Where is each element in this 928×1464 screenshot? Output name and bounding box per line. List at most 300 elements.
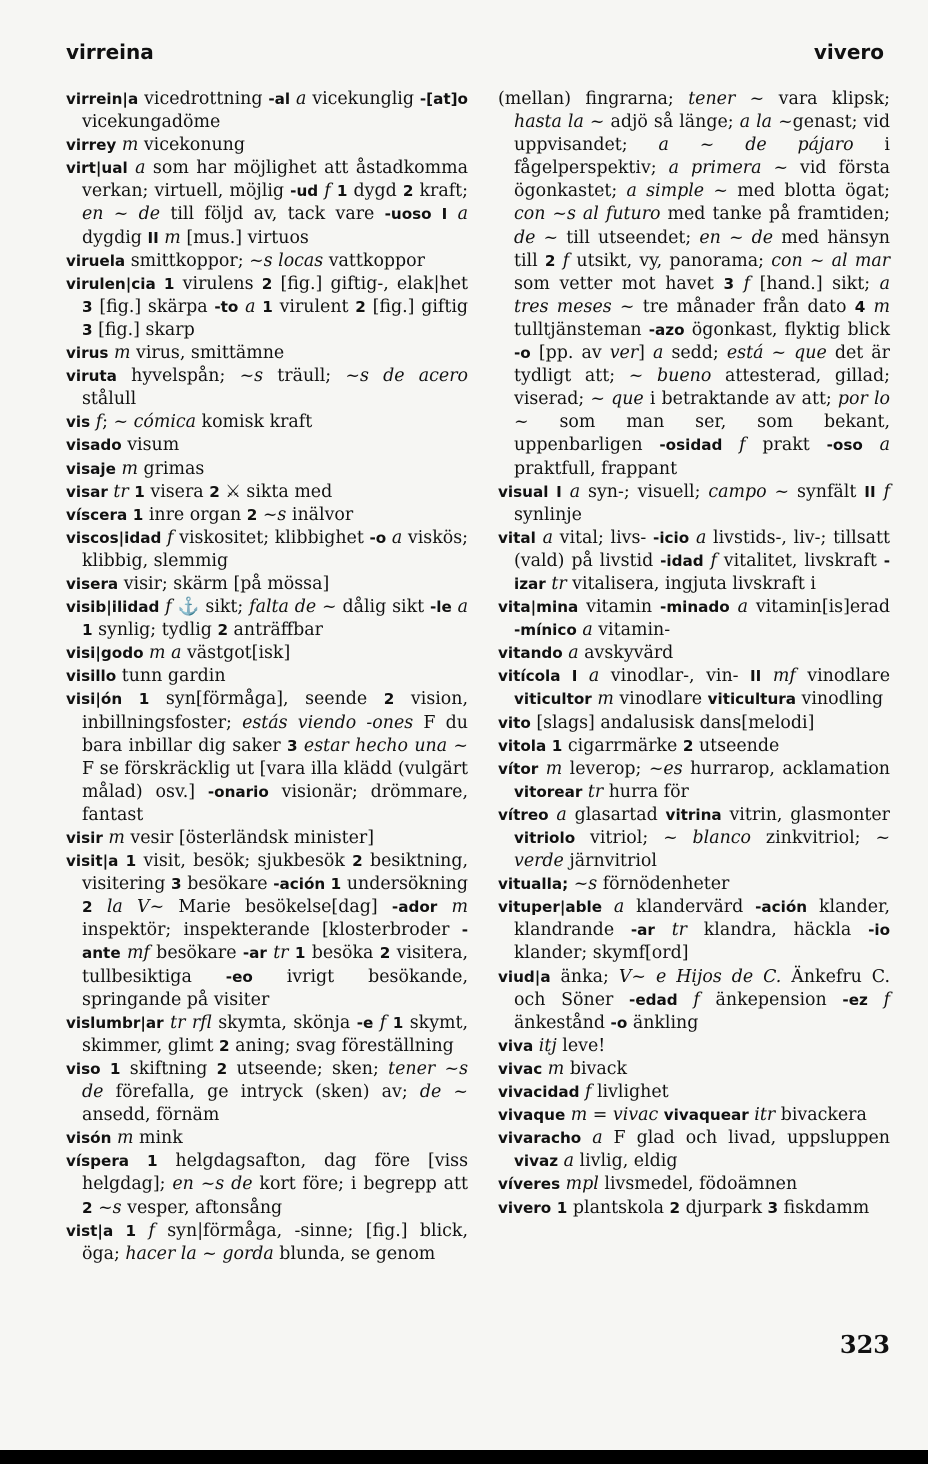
entry-text: vicekunglig: [306, 89, 420, 109]
entry-text: vital; livs-: [552, 527, 654, 548]
entry-text: vitamin[is]erad: [747, 597, 890, 618]
entry-headword: -izar: [514, 551, 891, 593]
entry-italic: m: [570, 1105, 588, 1126]
dictionary-entry: [66, 458, 468, 481]
dictionary-entry: [66, 573, 468, 596]
entry-text: [118, 851, 125, 871]
entry-text: vattkoppor: [323, 250, 425, 271]
entry-italic: tr: [587, 781, 604, 802]
entry-text: livlighet: [591, 1082, 669, 1103]
dictionary-entry: [498, 896, 890, 965]
entry-italic: a: [391, 527, 403, 548]
entry-text: mink: [133, 1128, 183, 1149]
entry-italic: f: [167, 527, 174, 548]
dictionary-entry: [498, 665, 890, 711]
entry-italic: a: [457, 597, 469, 618]
dictionary-entry: [498, 596, 890, 642]
entry-italic: m: [873, 296, 890, 317]
entry-text: vesir [österländsk minister]: [124, 828, 374, 848]
dictionary-entry: [498, 1058, 890, 1081]
entry-headword: 2: [402, 182, 414, 201]
entry-italic: a: [245, 296, 256, 317]
entry-text: Marie besökelse[dag]: [164, 897, 392, 918]
entry-headword: -onario: [207, 782, 269, 801]
entry-headword: 1: [125, 852, 137, 871]
entry-italic: a: [563, 1151, 575, 1172]
entry-text: med tanke på framtiden;: [660, 204, 891, 225]
entry-text: dygdig: [82, 227, 148, 248]
entry-headword: -idad: [660, 551, 704, 570]
entry-headword: vivaracho: [498, 1129, 582, 1148]
entry-text: änkling: [627, 1012, 699, 1033]
entry-text: F se förskräcklig ut [vara illa klädd (vulgärt målad) osv.]: [82, 758, 468, 802]
entry-text: inspektör; inspekterande [klosterbroder: [82, 920, 462, 941]
entry-text: smittkoppor;: [125, 250, 250, 271]
entry-text: [fig.] skarp: [92, 319, 195, 340]
entry-headword: -osidad: [659, 436, 723, 455]
entry-text: [562, 482, 570, 502]
entry-headword: vivaz: [514, 1152, 559, 1171]
entry-text: [730, 597, 738, 617]
entry-italic: campo ~: [708, 481, 790, 502]
dictionary-entry: [66, 850, 468, 1012]
dictionary-entry: [498, 481, 890, 527]
entry-text: [602, 897, 614, 917]
entry-italic: a la ~: [739, 112, 793, 133]
entry-text: i fågelperspektiv;: [514, 135, 890, 179]
entry-headword: vivaque: [498, 1106, 566, 1125]
dictionary-entry: [498, 758, 890, 804]
entry-italic: f: [585, 1082, 592, 1103]
entry-text: vesper, aftonsång: [121, 1197, 283, 1218]
entry-text: stålull: [82, 389, 137, 410]
entry-italic: a: [542, 527, 553, 548]
entry-headword: -o: [369, 528, 387, 547]
entry-text: [hand.] sikt;: [750, 273, 880, 294]
entry-headword: 2: [352, 852, 363, 871]
entry-text: [868, 990, 884, 1010]
entry-text: djurpark: [680, 1197, 768, 1218]
entry-text: skiftning: [120, 1058, 217, 1079]
entry-text: västgot[isk]: [181, 643, 291, 664]
entry-text: grimas: [137, 458, 205, 479]
entry-headword: -le: [429, 598, 452, 617]
entry-headword: -io: [868, 921, 891, 940]
entry-text: livstids-, liv-; tillsatt (vald) på livstid: [514, 527, 891, 571]
dictionary-entry: [498, 1035, 890, 1058]
entry-italic: a ~ de pájaro: [658, 135, 854, 156]
entry-text: ]: [638, 343, 654, 364]
entry-italic: tr: [671, 920, 687, 941]
entry-headword: visar: [66, 482, 108, 501]
entry-headword: 2: [216, 1059, 228, 1078]
entry-italic: de ~: [514, 227, 559, 248]
entry-text: aning; svag föreställning: [229, 1035, 454, 1056]
entry-text: visitera, tullbesiktiga: [82, 943, 468, 987]
entry-text: ögonkast, flyktig blick: [684, 319, 890, 340]
entry-italic: con ~s al futuro: [514, 204, 661, 225]
entry-headword: -oso: [826, 436, 863, 455]
entry-italic: f: [693, 989, 700, 1010]
entry-headword: 3: [287, 736, 298, 755]
scan-edge: [0, 1450, 928, 1464]
entry-text: [876, 482, 884, 502]
entry-text: vitamin: [578, 597, 661, 618]
entry-italic: en ~ de: [699, 227, 774, 248]
entry-italic: hasta la ~: [514, 112, 605, 133]
entry-italic: ~ bueno: [628, 366, 712, 387]
entry-headword: virrein|a: [66, 90, 139, 108]
dictionary-entry: [66, 134, 468, 157]
entry-text: klander, klandrande: [514, 897, 890, 941]
entry-headword: visaje: [66, 459, 116, 478]
entry-headword: 1: [134, 482, 145, 501]
entry-text: besiktning, visitering: [82, 851, 468, 895]
entry-text: Änkefru C. och Söner: [514, 966, 891, 1010]
entry-headword: 2: [82, 1198, 93, 1217]
entry-text: leve!: [556, 1035, 606, 1056]
entry-headword: viscos|idad: [66, 528, 162, 547]
entry-headword: -ar: [630, 921, 655, 940]
dictionary-entry: [66, 1058, 468, 1127]
entry-text: vicekonung: [138, 135, 246, 156]
entry-headword: visón: [66, 1129, 112, 1148]
entry-text: vinodlare: [613, 689, 708, 710]
entry-italic: mf: [772, 666, 796, 687]
entry-headword: -o: [610, 1013, 628, 1032]
dictionary-entry: [66, 1012, 468, 1058]
entry-headword: 2: [261, 274, 273, 293]
entry-text: inälvor: [286, 504, 354, 525]
dictionary-entry: [498, 804, 890, 873]
entry-italic: m: [121, 135, 139, 156]
entry-headword: 2: [209, 482, 220, 501]
entry-text: [704, 551, 711, 571]
entry-italic: f: [165, 597, 172, 618]
dictionary-entry: [66, 365, 468, 411]
entry-text: genast; vid uppvisandet;: [514, 112, 890, 156]
entry-headword: -e: [356, 1013, 374, 1032]
entry-text: utseende; sken;: [227, 1058, 389, 1079]
dictionary-entry: [66, 665, 468, 688]
entry-headword: -ación 1: [273, 875, 342, 894]
entry-headword: -edad: [629, 990, 678, 1009]
entry-text: [865, 297, 873, 317]
entry-text: ⚓ sikt;: [171, 597, 250, 618]
entry-italic: a primera ~: [668, 158, 789, 179]
entry-text: helgdagsafton, dag före [viss helgdag];: [82, 1151, 468, 1195]
entry-headword: 2: [217, 621, 229, 640]
entry-italic: m: [116, 1128, 134, 1149]
entry-italic: ~ que: [590, 389, 644, 410]
entry-text: [678, 990, 694, 1010]
entry-text: attesterad, gillad; viserad;: [514, 366, 891, 410]
entry-italic: m: [164, 227, 181, 248]
entry-italic: a: [879, 435, 890, 456]
entry-headword: -mínico: [514, 621, 577, 640]
entry-italic: f: [324, 181, 331, 202]
entry-italic: a: [135, 158, 146, 179]
entry-italic: f: [883, 481, 890, 502]
entry-headword: 2: [355, 297, 366, 316]
entry-headword: visera: [66, 574, 119, 593]
entry-text: viskös; klibbig, slemmig: [82, 527, 469, 571]
entry-text: [mus.] virtuos: [180, 227, 309, 248]
dictionary-entry: [66, 342, 468, 365]
entry-italic: f: [883, 989, 891, 1010]
entry-text: syn-; visuell;: [580, 481, 709, 502]
entry-italic: tr: [551, 573, 567, 594]
entry-headword: vitícola I: [498, 667, 578, 686]
dictionary-entry: [498, 966, 890, 1035]
entry-headword: 4: [854, 297, 866, 316]
entry-italic: m: [545, 758, 563, 779]
entry-text: utseende: [693, 735, 780, 756]
entry-italic: ~ verde: [514, 828, 891, 872]
entry-text: till följd av, tack vare: [160, 204, 385, 225]
entry-italic: falta de ~: [249, 597, 337, 618]
entry-text: [136, 1221, 148, 1241]
entry-text: [slags] andalusisk dans[melodi]: [530, 712, 815, 733]
entry-text: [93, 897, 107, 917]
entry-italic: tener ~s de: [82, 1058, 468, 1103]
entry-italic: a: [695, 527, 707, 548]
entry-italic: m: [108, 828, 125, 848]
entry-italic: de ~: [419, 1082, 469, 1103]
entry-text: visit, besök; sjukbesök: [136, 851, 353, 872]
entry-italic: ~s locas: [249, 250, 324, 271]
entry-headword: -ez: [842, 990, 868, 1009]
entry-italic: f: [379, 1012, 387, 1033]
entry-headword: 3: [723, 274, 735, 293]
entry-headword: -ar: [242, 944, 267, 963]
entry-text: skymta, skönja: [211, 1012, 357, 1033]
entry-text: [122, 689, 139, 709]
entry-headword: -uoso I: [384, 205, 448, 224]
entry-text: visum: [121, 435, 180, 456]
entry-headword: 1: [138, 690, 150, 709]
entry-headword: visir: [66, 829, 103, 847]
entry-italic: ~s: [239, 366, 264, 387]
entry-text: [fig.] giftig-, elak|het: [272, 273, 469, 294]
entry-text: vara klipsk;: [764, 89, 890, 109]
entry-headword: vivero: [498, 1198, 552, 1217]
entry-text: virus, smittämne: [130, 343, 285, 364]
entry-text: cigarrmärke: [562, 735, 683, 756]
entry-text: som man ser, som bekant, uppenbarligen: [514, 412, 890, 456]
dictionary-entry: [498, 88, 890, 481]
entry-text: i betraktande av att;: [643, 389, 838, 410]
entry-text: anträffbar: [228, 620, 323, 641]
entry-italic: en ~s de: [172, 1174, 253, 1195]
entry-headword: víscera: [66, 505, 128, 524]
dictionary-entry: [498, 527, 890, 596]
page-number: 323: [839, 1330, 890, 1359]
entry-italic: a tres meses ~: [514, 273, 890, 317]
entry-headword: visit|a: [66, 852, 119, 871]
entry-text: vicekungadöme: [82, 112, 221, 133]
entry-text: praktfull, frappant: [514, 458, 678, 479]
dictionary-entry: [498, 873, 890, 896]
entry-text: glasartad: [566, 804, 666, 825]
entry-text: hyvelspån;: [116, 366, 240, 387]
entry-italic: ~ cómica: [113, 412, 196, 433]
entry-text: klandervärd: [624, 897, 756, 918]
entry-italic: estar hecho una ~: [303, 735, 468, 756]
entry-italic: f: [710, 550, 717, 571]
entry-headword: 1: [125, 1221, 137, 1240]
entry-headword: 2: [544, 251, 556, 270]
entry-italic: vivac: [612, 1105, 659, 1126]
dictionary-entry: [66, 504, 468, 527]
entry-text: synfält: [789, 481, 865, 502]
entry-italic: m a: [149, 643, 182, 664]
entry-headword: vist|a: [66, 1221, 114, 1240]
dictionary-entry: [498, 1127, 890, 1173]
entry-text: [437, 897, 451, 917]
dictionary-entry: [66, 642, 468, 665]
entry-text: [447, 204, 457, 224]
entry-headword: 1: [262, 297, 273, 316]
entry-headword: vitola: [498, 736, 547, 755]
entry-headword: visual I: [498, 482, 562, 501]
dictionary-entry: [66, 250, 468, 273]
entry-text: [538, 759, 545, 779]
guide-word-right: vivero: [813, 40, 884, 64]
entry-headword: II: [864, 482, 876, 501]
entry-text: [655, 920, 672, 940]
entry-headword: -minado: [660, 598, 730, 617]
entry-text: [128, 158, 135, 178]
entry-text: [761, 666, 773, 686]
entry-text: vitalitet, livskraft: [716, 550, 884, 571]
entry-italic: itr: [754, 1105, 776, 1126]
entry-headword: virus: [66, 344, 109, 363]
entry-text: (mellan) fingrarna;: [498, 89, 689, 109]
entry-italic: f: [739, 435, 746, 456]
entry-headword: -eo: [225, 967, 253, 986]
entry-headword: 2: [669, 1198, 681, 1217]
entry-italic: estás viendo -ones: [242, 712, 414, 733]
entry-text: utsikt, vy, panorama;: [569, 250, 772, 271]
entry-text: tunn gardin: [116, 666, 226, 687]
entry-headword: vita|mina: [498, 598, 579, 617]
entry-text: plantskola: [567, 1197, 670, 1218]
entry-text: inre organ: [143, 504, 247, 525]
entry-headword: vituper|able: [498, 898, 603, 917]
entry-headword: 3: [767, 1198, 779, 1217]
entry-headword: -to: [214, 297, 239, 316]
entry-headword: -icio: [653, 528, 690, 547]
entry-text: änka;: [550, 966, 619, 987]
entry-headword: visi|ón: [66, 690, 123, 709]
entry-text: ivrigt besökande, springande på visiter: [82, 966, 468, 1010]
entry-text: viskositet; klibbighet: [173, 527, 370, 548]
entry-headword: 2: [383, 690, 395, 709]
entry-headword: virrey: [66, 136, 117, 155]
entry-italic: mf: [126, 943, 150, 964]
entry-headword: 2: [682, 736, 694, 755]
entry-italic: f: [148, 1220, 155, 1241]
entry-headword: viticultor: [514, 690, 592, 709]
entry-headword: -al: [268, 90, 291, 108]
entry-headword: -ante: [82, 921, 468, 963]
entry-italic: m: [547, 1058, 565, 1079]
entry-text: visionär; drömmare, fantast: [82, 781, 468, 825]
entry-headword: 1: [336, 182, 348, 201]
entry-italic: a: [582, 620, 593, 641]
entry-text: syn|förmåga, -sinne; [fig.] blick, öga;: [82, 1220, 468, 1264]
dictionary-entry: [498, 1197, 890, 1220]
entry-text: livsmedel, födoämnen: [598, 1174, 798, 1195]
entry-italic: a: [613, 897, 625, 918]
entry-text: vinodlare: [795, 666, 890, 687]
entry-text: virulens: [174, 273, 262, 294]
entry-text: med hänsyn till: [514, 227, 890, 271]
dictionary-entry: [66, 434, 468, 457]
entry-text: som vetter mot havet: [514, 273, 724, 294]
entry-italic: m: [121, 458, 138, 479]
entry-italic: a: [569, 481, 581, 502]
entry-italic: en ~ de: [82, 204, 161, 225]
entry-text: hurrarop, acklamation: [682, 758, 890, 779]
entry-text: [689, 528, 696, 548]
entry-italic: tr rfl: [170, 1012, 212, 1033]
entry-italic: f: [562, 250, 570, 271]
entry-italic: a: [592, 1128, 603, 1149]
entry-text: dålig sikt: [336, 597, 430, 618]
entry-headword: visado: [66, 436, 122, 455]
entry-text: förnödenheter: [597, 874, 730, 895]
entry-headword: vis: [66, 413, 91, 432]
entry-text: klander; skymf[ord]: [514, 943, 689, 964]
entry-text: vitalisera, ingjuta livskraft i: [566, 573, 816, 594]
dictionary-entry: [66, 1220, 468, 1266]
entry-headword: -[at]o: [419, 90, 468, 108]
dictionary-entry: [66, 481, 468, 504]
entry-headword: 2: [246, 505, 258, 524]
entry-italic: V~ e Hijos de C.: [618, 966, 782, 987]
entry-headword: 1: [556, 1198, 568, 1217]
entry-headword: vítreo: [498, 805, 549, 824]
entry-headword: viruta: [66, 367, 117, 386]
entry-headword: 3: [82, 320, 93, 339]
dictionary-entry: [66, 273, 468, 342]
entry-text: adjö så länge;: [604, 112, 740, 133]
entry-text: förefalla, ge intryck (sken) av;: [103, 1082, 420, 1103]
entry-text: sedd;: [663, 343, 727, 364]
entry-italic: ver: [609, 343, 639, 364]
entry-headword: vivacidad: [498, 1083, 580, 1102]
entry-text: vision, inbillningsfoster;: [82, 689, 468, 733]
dictionary-entry: [66, 827, 468, 850]
dictionary-entry: [66, 411, 468, 434]
entry-text: tulltjänsteman: [514, 319, 649, 340]
entry-headword: viticultura: [707, 690, 796, 709]
entry-headword: 2: [82, 898, 93, 917]
entry-headword: víveres: [498, 1175, 561, 1194]
entry-text: undersökning: [341, 874, 469, 895]
entry-text: prakt: [745, 435, 827, 456]
entry-text: [734, 274, 744, 294]
entry-italic: hacer la ~ gorda: [125, 1243, 274, 1264]
entry-text: vitrin, glasmonter: [721, 804, 890, 825]
entry-text: [156, 274, 164, 294]
entry-text: F glad och livad, uppsluppen: [602, 1128, 890, 1149]
entry-headword: visillo: [66, 667, 117, 686]
entry-text: ;: [102, 412, 114, 433]
entry-headword: -azo: [648, 320, 685, 339]
